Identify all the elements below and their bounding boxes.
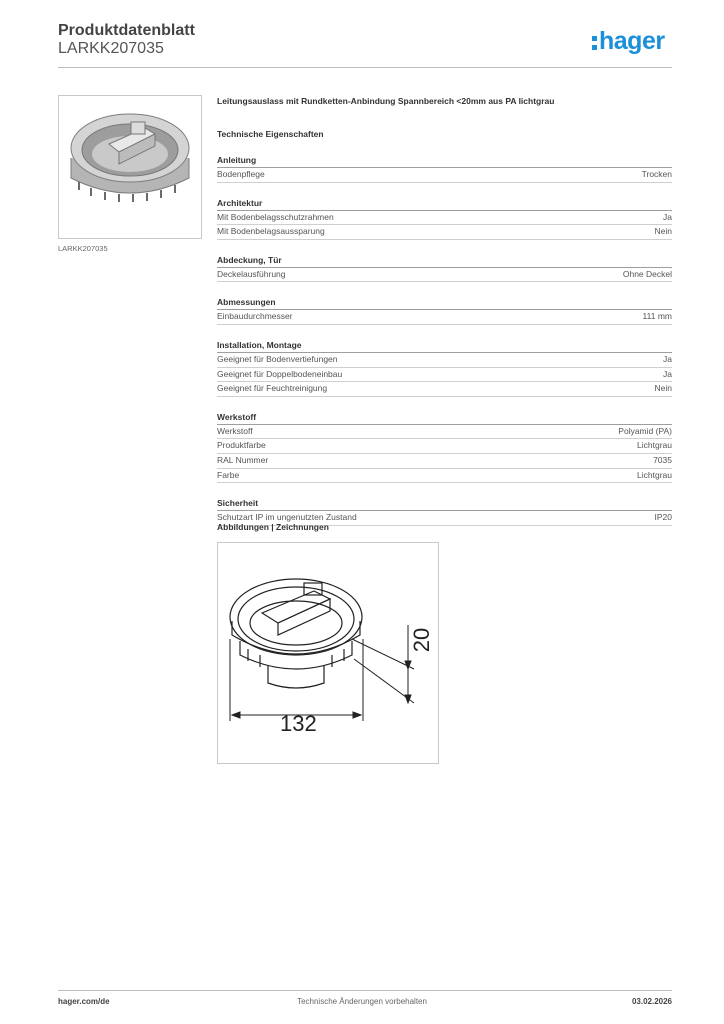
property-group-title: Abmessungen bbox=[217, 296, 672, 310]
property-row bbox=[217, 353, 672, 368]
property-value: 7035 bbox=[653, 454, 672, 465]
logo-dots bbox=[592, 36, 597, 50]
property-group bbox=[217, 411, 672, 483]
property-label: Geeignet für Feuchtreinigung bbox=[217, 383, 328, 394]
property-label: Mit Bodenbelagsaussparung bbox=[217, 226, 325, 237]
property-value: 111 mm bbox=[642, 311, 672, 322]
property-group bbox=[217, 296, 672, 325]
property-group-title: Architektur bbox=[217, 197, 672, 211]
property-group-title: Sicherheit bbox=[217, 497, 672, 511]
property-value: Ohne Deckel bbox=[622, 268, 672, 279]
article-number: LARKK207035 bbox=[58, 40, 164, 57]
footer-divider bbox=[58, 990, 672, 991]
footer-date: 03.02.2026 bbox=[631, 997, 672, 1006]
page-title: Produktdatenblatt bbox=[58, 22, 195, 39]
header-divider bbox=[58, 67, 672, 68]
property-value: Ja bbox=[663, 353, 672, 364]
property-label: Mit Bodenbelagsschutzrahmen bbox=[217, 211, 334, 222]
property-label: Einbaudurchmesser bbox=[217, 311, 293, 322]
property-row bbox=[217, 382, 672, 397]
dimension-height: 20 bbox=[409, 627, 435, 653]
property-label: Deckelausführung bbox=[217, 268, 286, 279]
footer-website[interactable]: hager.com/de bbox=[58, 997, 110, 1006]
property-label: RAL Nummer bbox=[217, 454, 269, 465]
product-details bbox=[217, 95, 672, 526]
property-group-title: Anleitung bbox=[217, 154, 672, 168]
property-label: Produktfarbe bbox=[217, 440, 266, 451]
property-group bbox=[217, 197, 672, 240]
property-row bbox=[217, 268, 672, 283]
property-value: IP20 bbox=[654, 512, 672, 523]
property-group-title: Abdeckung, Tür bbox=[217, 254, 672, 268]
property-value: Lichtgrau bbox=[637, 440, 672, 451]
properties-heading: Technische Eigenschaften bbox=[217, 129, 324, 139]
property-row bbox=[217, 469, 672, 484]
property-row bbox=[217, 454, 672, 469]
property-row bbox=[217, 439, 672, 454]
property-row bbox=[217, 211, 672, 226]
property-group bbox=[217, 154, 672, 183]
product-description: Leitungsauslass mit Rundketten-Anbindung Spannbereich <20mm aus PA lichtgrau bbox=[217, 96, 555, 106]
technical-drawing bbox=[217, 542, 439, 764]
property-row bbox=[217, 368, 672, 383]
footer-notice: Technische Änderungen vorbehalten bbox=[297, 997, 427, 1006]
property-row bbox=[217, 425, 672, 440]
property-groups bbox=[217, 154, 672, 526]
property-label: Werkstoff bbox=[217, 425, 253, 436]
property-label: Schutzart IP im ungenutzten Zustand bbox=[217, 512, 357, 523]
logo-word: hager bbox=[599, 26, 665, 55]
photo-caption: LARKK207035 bbox=[58, 244, 108, 253]
property-label: Geeignet für Bodenvertiefungen bbox=[217, 353, 338, 364]
property-value: Ja bbox=[663, 368, 672, 379]
dimension-width: 132 bbox=[280, 711, 317, 736]
property-label: Bodenpflege bbox=[217, 169, 265, 179]
property-value: Ja bbox=[663, 211, 672, 222]
property-value: Nein bbox=[654, 226, 672, 237]
property-group-title: Werkstoff bbox=[217, 411, 672, 425]
drawings-heading: Abbildungen | Zeichnungen bbox=[217, 522, 329, 532]
property-group bbox=[217, 254, 672, 283]
hager-logo bbox=[592, 26, 665, 56]
property-value: Polyamid (PA) bbox=[618, 425, 672, 436]
product-photo bbox=[58, 95, 202, 239]
property-value: Nein bbox=[654, 383, 672, 394]
property-group bbox=[217, 339, 672, 397]
property-row bbox=[217, 225, 672, 240]
property-label: Geeignet für Doppelbodeneinbau bbox=[217, 368, 343, 379]
property-value: Trocken bbox=[641, 169, 672, 179]
property-row bbox=[217, 168, 672, 183]
property-row bbox=[217, 310, 672, 325]
property-group-title: Installation, Montage bbox=[217, 339, 672, 353]
property-value: Lichtgrau bbox=[637, 469, 672, 480]
property-label: Farbe bbox=[217, 469, 240, 480]
